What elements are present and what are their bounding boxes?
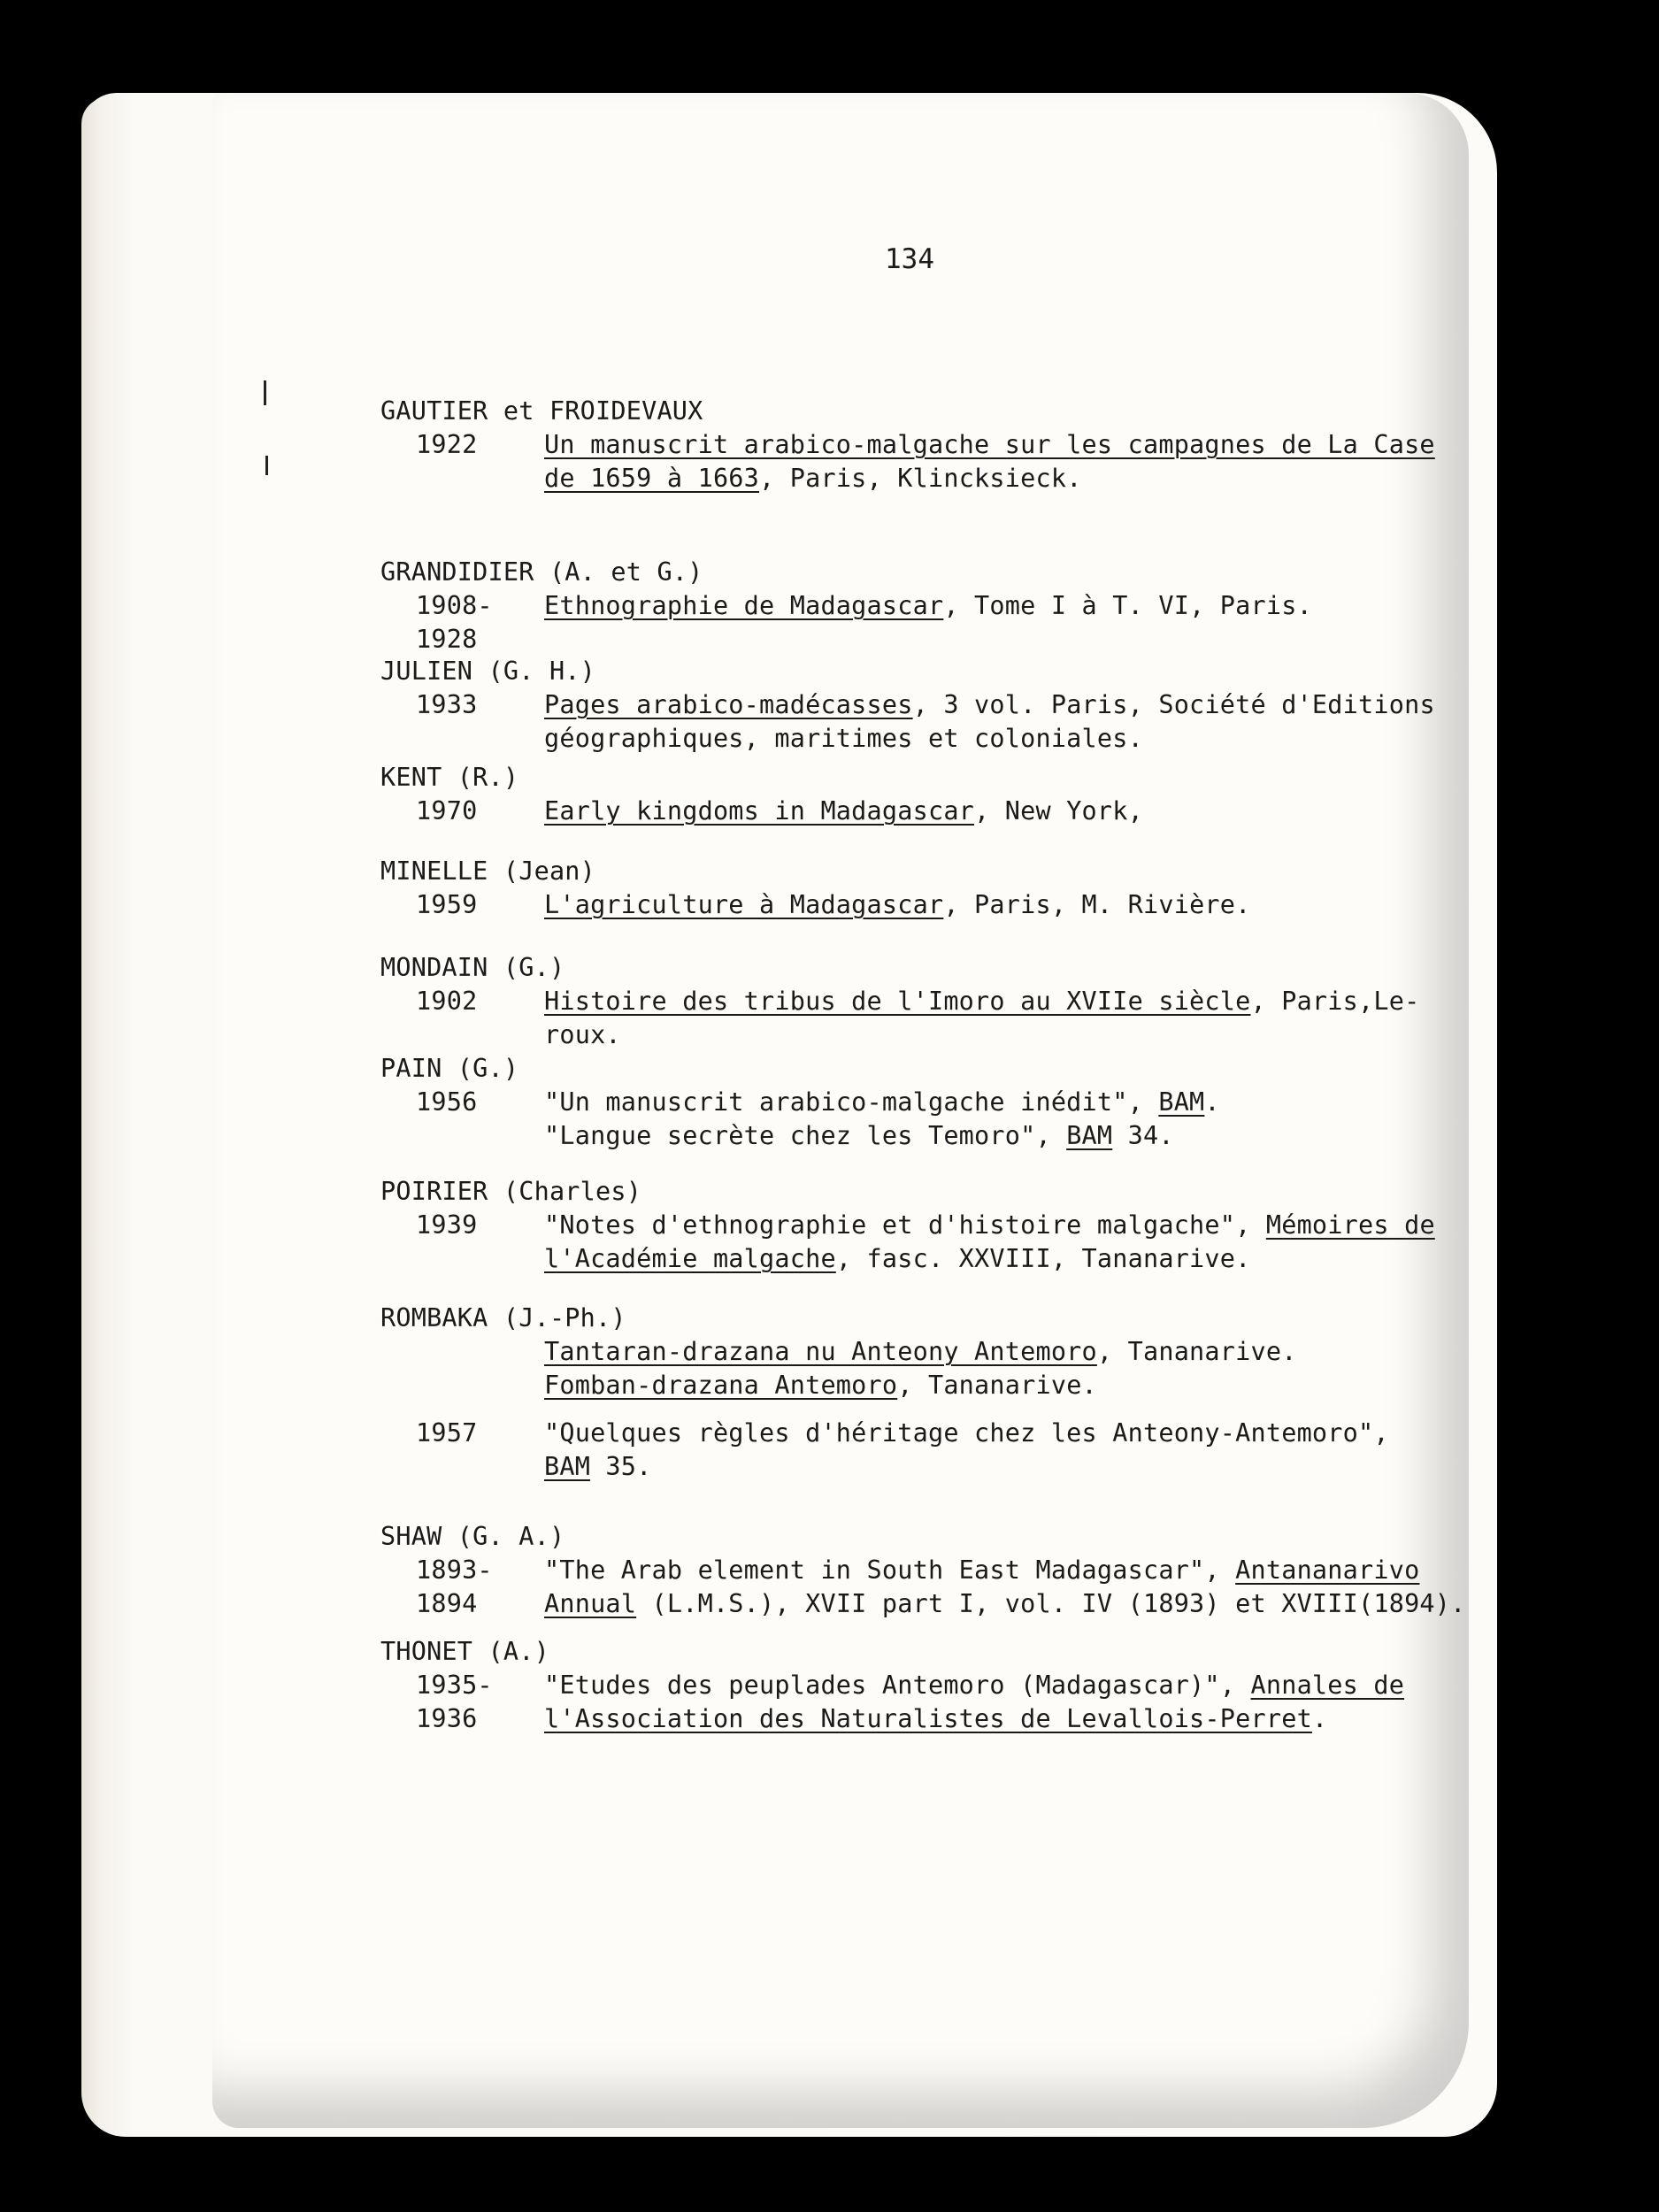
entry-author: SHAW (G. A.) <box>380 1522 565 1551</box>
underlined-title: Annual <box>544 1589 637 1618</box>
entry-year: 1956 <box>416 1087 478 1117</box>
entry-text-line <box>544 1671 1404 1701</box>
underlined-title: l'Académie malgache <box>544 1244 836 1273</box>
entry-text: "The Arab element in South East Madagascar", <box>544 1555 1236 1585</box>
entry-text: 34. <box>1112 1121 1174 1150</box>
entry-year: 1893- <box>416 1555 493 1585</box>
entry-text: , fasc. XXVIII, Tananarive. <box>835 1244 1251 1273</box>
margin-mark <box>265 456 268 475</box>
underlined-title: BAM <box>1158 1087 1205 1117</box>
entry-text: "Notes d'ethnographie et d'histoire malgache", <box>544 1210 1266 1240</box>
entry-author: JULIEN (G. H.) <box>380 657 596 686</box>
entry-year: 1902 <box>416 987 478 1016</box>
underlined-title: Mémoires de <box>1265 1210 1435 1240</box>
entry-text: "Un manuscrit arabico-malgache inédit", <box>544 1087 1159 1117</box>
entry-year: 1957 <box>416 1418 478 1448</box>
entry-text: , New York, <box>974 796 1143 826</box>
entry-text-line <box>544 1337 1297 1367</box>
underlined-title: Fomban-drazana Antemoro <box>544 1371 898 1400</box>
underlined-title: l'Association des Naturalistes de Levallois-Perret <box>544 1704 1312 1733</box>
entry-text-line <box>544 1418 1389 1448</box>
entry-text-line <box>544 464 1082 494</box>
entry-text-line <box>544 1589 1466 1619</box>
underlined-title: Ethnographie de Madagascar <box>544 591 944 620</box>
entry-author: GAUTIER et FROIDEVAUX <box>380 396 703 426</box>
entry-author: PAIN (G.) <box>380 1054 519 1083</box>
entry-text-line <box>544 1244 1251 1274</box>
entry-text-line <box>544 987 1419 1017</box>
entry-year: 1935- <box>416 1671 493 1700</box>
entry-year: 1928 <box>416 625 478 654</box>
underlined-title: Tantaran-drazana nu Anteony Antemoro <box>544 1337 1097 1366</box>
entry-author: POIRIER (Charles) <box>380 1177 642 1206</box>
entry-year: 1959 <box>416 890 478 919</box>
entry-text-line <box>544 1452 652 1482</box>
entry-text: "Langue secrète chez les Temoro", <box>544 1121 1067 1150</box>
entry-year: 1936 <box>416 1704 478 1733</box>
entry-text: "Etudes des peuplades Antemoro (Madagascar)", <box>544 1671 1251 1700</box>
entry-text: géographiques, maritimes et coloniales. <box>544 724 1143 753</box>
entry-text-line <box>544 1121 1174 1151</box>
entry-text: , Paris, M. Rivière. <box>943 890 1251 919</box>
entry-text: roux. <box>544 1020 621 1049</box>
entry-year: 1922 <box>416 430 478 459</box>
entry-author: ROMBAKA (J.-Ph.) <box>380 1303 626 1333</box>
underlined-title: Un manuscrit arabico-malgache sur les campagnes de La Case <box>544 430 1435 459</box>
underlined-title: Early kingdoms in Madagascar <box>544 796 975 826</box>
entry-text: , Tome I à T. VI, Paris. <box>943 591 1312 620</box>
underlined-title: Annales de <box>1250 1671 1405 1700</box>
entry-text-line <box>544 1210 1435 1240</box>
page-number: 134 <box>885 243 934 275</box>
underlined-title: de 1659 à 1663 <box>544 464 760 493</box>
entry-text-line <box>544 724 1143 754</box>
entry-text-line <box>544 1020 621 1050</box>
entry-text-line <box>544 1704 1327 1734</box>
entry-text-line <box>544 890 1251 920</box>
entry-text-line <box>544 1371 1097 1401</box>
underlined-title: L'agriculture à Madagascar <box>544 890 944 919</box>
entry-text: (L.M.S.), XVII part I, vol. IV (1893) et XVIII(1894). <box>636 1589 1466 1618</box>
entry-text: "Quelques règles d'héritage chez les Anteony-Antemoro", <box>544 1418 1389 1448</box>
underlined-title: Antananarivo <box>1235 1555 1420 1585</box>
underlined-title: BAM <box>544 1452 591 1481</box>
entry-author: GRANDIDIER (A. et G.) <box>380 557 703 587</box>
margin-mark <box>264 380 266 405</box>
entry-text-line <box>544 430 1435 460</box>
entry-text: , Paris, Klincksieck. <box>759 464 1082 493</box>
underlined-title: Pages arabico-madécasses <box>544 690 913 719</box>
entry-year: 1970 <box>416 796 478 826</box>
entry-text-line <box>544 591 1312 621</box>
entry-author: MINELLE (Jean) <box>380 856 596 886</box>
entry-author: KENT (R.) <box>380 763 519 792</box>
entry-year: 1908- <box>416 591 493 620</box>
entry-year: 1939 <box>416 1210 478 1240</box>
entry-text-line <box>544 1555 1419 1586</box>
underlined-title: BAM <box>1066 1121 1113 1150</box>
entry-author: THONET (A.) <box>380 1637 549 1666</box>
entry-year: 1894 <box>416 1589 478 1618</box>
entry-text: . <box>1311 1704 1328 1733</box>
entry-text: , Tananarive. <box>897 1371 1097 1400</box>
entry-year: 1933 <box>416 690 478 719</box>
entry-text-line <box>544 690 1435 720</box>
entry-text: 35. <box>590 1452 652 1481</box>
entry-text: , Paris,Le- <box>1250 987 1420 1016</box>
entry-text: . <box>1204 1087 1220 1117</box>
entry-text: , 3 vol. Paris, Société d'Editions <box>912 690 1435 719</box>
entry-text-line <box>544 796 1143 826</box>
underlined-title: Histoire des tribus de l'Imoro au XVIIe siècle <box>544 987 1251 1016</box>
entry-author: MONDAIN (G.) <box>380 953 565 982</box>
entry-text: , Tananarive. <box>1096 1337 1297 1366</box>
entry-text-line <box>544 1087 1220 1118</box>
